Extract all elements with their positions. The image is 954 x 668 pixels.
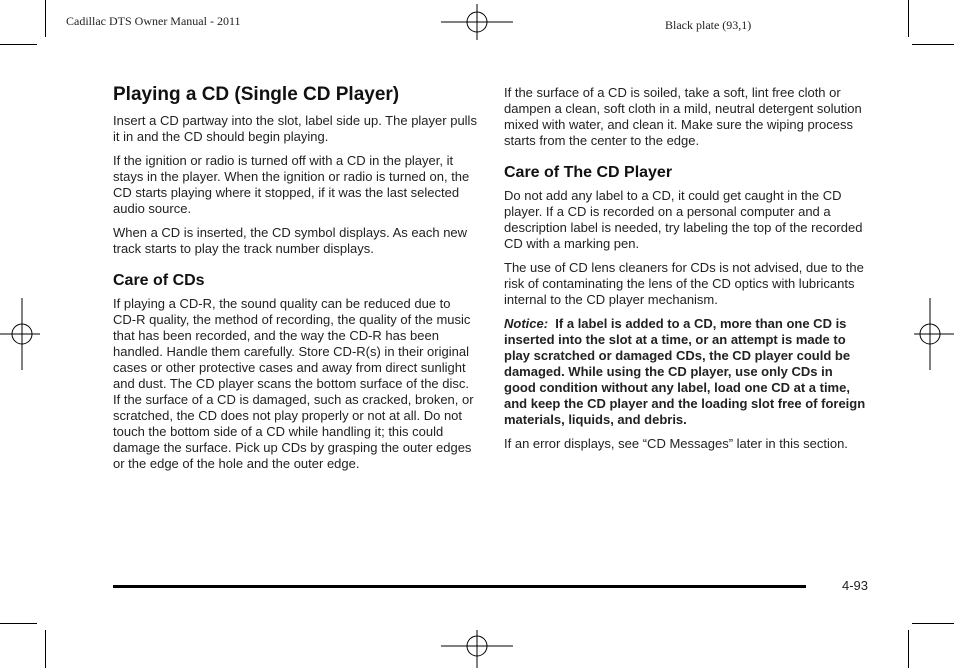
paragraph: If the surface of a CD is soiled, take a soft, lint free cloth or dampen a clean, soft cloth in a mild, neutral detergent solution mixed with water, and clean it. Make sure the wiping process starts from the center to the edge. bbox=[504, 85, 862, 148]
page-number: 4-93 bbox=[842, 578, 869, 593]
paragraph: Insert a CD partway into the slot, label side up. The player pulls it in and the CD should begin playing. bbox=[113, 113, 477, 144]
footer-rule bbox=[113, 585, 806, 588]
manual-title-header: Cadillac DTS Owner Manual - 2011 bbox=[66, 14, 241, 28]
paragraph: If the ignition or radio is turned off with a CD in the player, it stays in the player. When the ignition or radio is turned on, the CD starts playing where it stopped, if it was the last selected audio source. bbox=[113, 153, 470, 216]
paragraph: If an error displays, see “CD Messages” later in this section. bbox=[504, 436, 848, 451]
notice-text: If a label is added to a CD, more than one CD is inserted into the slot at a time, or an attempt is made to play scratched or damaged CDs, the CD player could be damaged. While using the CD player, use only CDs in good condition without any label, load one CD at a time, and keep the CD player and the loading slot free of foreign materials, liquids, and debris. bbox=[504, 316, 866, 427]
notice-paragraph bbox=[504, 316, 868, 428]
paragraph: If playing a CD-R, the sound quality can be reduced due to CD-R quality, the method of recording, the quality of the music that has been recorded, and the way the CD-R has been handled. Handle them carefully. Store CD-R(s) in their original cases or other protective cases and away from direct sunlight and dust. The CD player scans the bottom surface of the disc. If the surface of a CD is damaged, such as cracked, broken, or scratched, the CD does not play properly or not at all. Do not touch the bottom side of a CD while handling it; this could damage the surface. Pick up CDs by grasping the outer edges or the edge of the hole and the outer edge. bbox=[113, 296, 474, 471]
section-heading: Playing a CD (Single CD Player) bbox=[113, 84, 400, 105]
paragraph: When a CD is inserted, the CD symbol displays. As each new track starts to play the track number displays. bbox=[113, 225, 468, 256]
paragraph: The use of CD lens cleaners for CDs is not advised, due to the risk of contaminating the lens of the CD optics with lubricants internal to the CD player mechanism. bbox=[504, 260, 864, 307]
subsection-heading: Care of The CD Player bbox=[504, 164, 673, 181]
left-column bbox=[113, 84, 477, 480]
subsection-heading: Care of CDs bbox=[113, 272, 205, 289]
plate-info-header: Black plate (93,1) bbox=[665, 18, 752, 32]
paragraph: Do not add any label to a CD, it could get caught in the CD player. If a CD is recorded on a personal computer and a description label is needed, try labeling the top of the recorded CD with a marking pen. bbox=[504, 188, 863, 251]
right-column bbox=[504, 85, 868, 460]
notice-label: Notice: bbox=[504, 316, 549, 331]
